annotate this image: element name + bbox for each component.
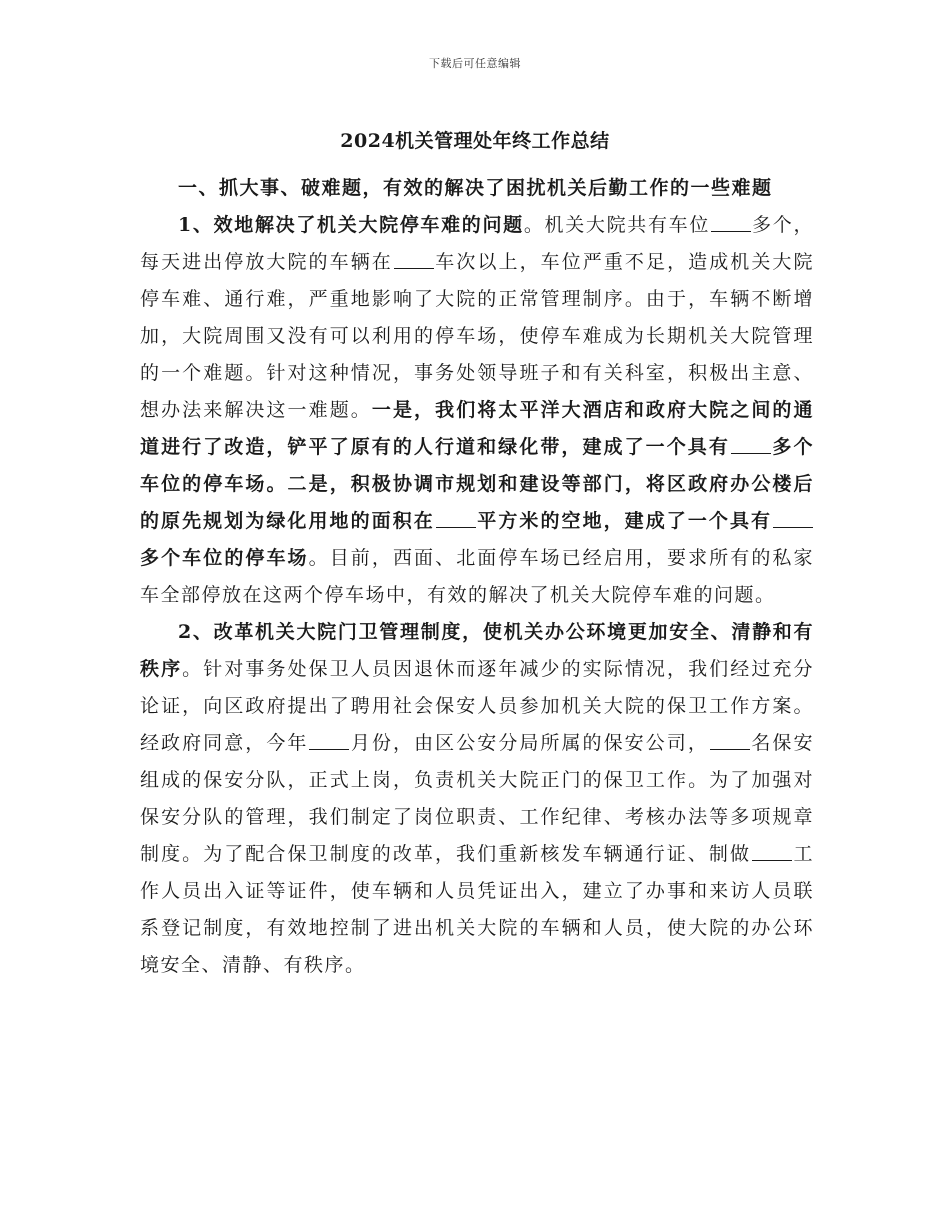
paragraph-item-2: [140, 614, 814, 984]
item-1-text-4: 。目前，西面、北面停车场已经启用，要求所有的私家车全部停放在这两个停车场中，有效的解决了机关大院停车难的问题。: [140, 547, 814, 606]
item-1-bold-2: 多个车位的停车场。二是，积极协调市规划和建设等部门，将区政府办公楼后的原先规划为绿化用地的面积在: [140, 436, 814, 532]
item-1-bold-4: 多个车位的停车场: [140, 547, 309, 569]
page-header-watermark: 下载后可任意编辑: [429, 57, 521, 70]
item-1-bold-3: 平方米的空地，建成了一个具有: [476, 510, 773, 532]
section-heading-1: 一、抓大事、破难题，有效的解决了困扰机关后勤工作的一些难题: [178, 177, 773, 199]
item-1-text-1: 。机关大院共有车位: [523, 214, 711, 236]
fill-in-blank: [773, 508, 813, 528]
item-2-text-3: 名保安组成的保安分队，正式上岗，负责机关大院正门的保卫工作。为了加强对保安分队的管理，我们制定了岗位职责、工作纪律、考核办法等多项规章制度。为了配合保卫制度的改革，我们重新核发车辆通行证、制做: [140, 732, 814, 865]
item-1-bold-1: 一是，我们将太平洋大酒店和政府大院之间的通道进行了改造，铲平了原有的人行道和绿化带，建成了一个具有: [140, 399, 814, 458]
paragraph-item-1: [140, 207, 814, 614]
item-2-text-1: 。针对事务处保卫人员因退休而逐年减少的实际情况，我们经过充分论证，向区政府提出了聘用社会保安人员参加机关大院的保卫工作方案。经政府同意，今年: [140, 658, 814, 754]
fill-in-blank: [710, 730, 750, 750]
item-2-heading: 2、改革机关大院门卫管理制度，使机关办公环境更加安全、清静和有秩序: [140, 621, 814, 680]
item-1-text-3: 车次以上，车位严重不足，造成机关大院停车难、通行难，严重地影响了大院的正常管理制序。由于，车辆不断增加，大院周围又没有可以利用的停车场，使停车难成为长期机关大院管理的一个难题。针对这种情况，事务处领导班子和有关科室，积极出主意、想办法来解决这一难题。: [140, 251, 814, 421]
fill-in-blank: [436, 508, 476, 528]
fill-in-blank: [752, 841, 792, 861]
fill-in-blank: [309, 730, 349, 750]
fill-in-blank: [394, 249, 434, 269]
item-1-text-2: 多个，每天进出停放大院的车辆在: [140, 214, 814, 273]
item-2-text-4: 工作人员出入证等证件，使车辆和人员凭证出入，建立了办事和来访人员联系登记制度，有效地控制了进出机关大院的车辆和人员，使大院的办公环境安全、清静、有秩序。: [140, 843, 814, 976]
fill-in-blank: [731, 434, 771, 454]
fill-in-blank: [711, 212, 751, 232]
document-body: [140, 170, 814, 984]
item-2-text-2: 月份，由区公安分局所属的保安公司，: [350, 732, 709, 754]
document-title: 2024机关管理处年终工作总结: [340, 130, 610, 152]
item-1-heading: 1、效地解决了机关大院停车难的问题: [178, 214, 524, 236]
